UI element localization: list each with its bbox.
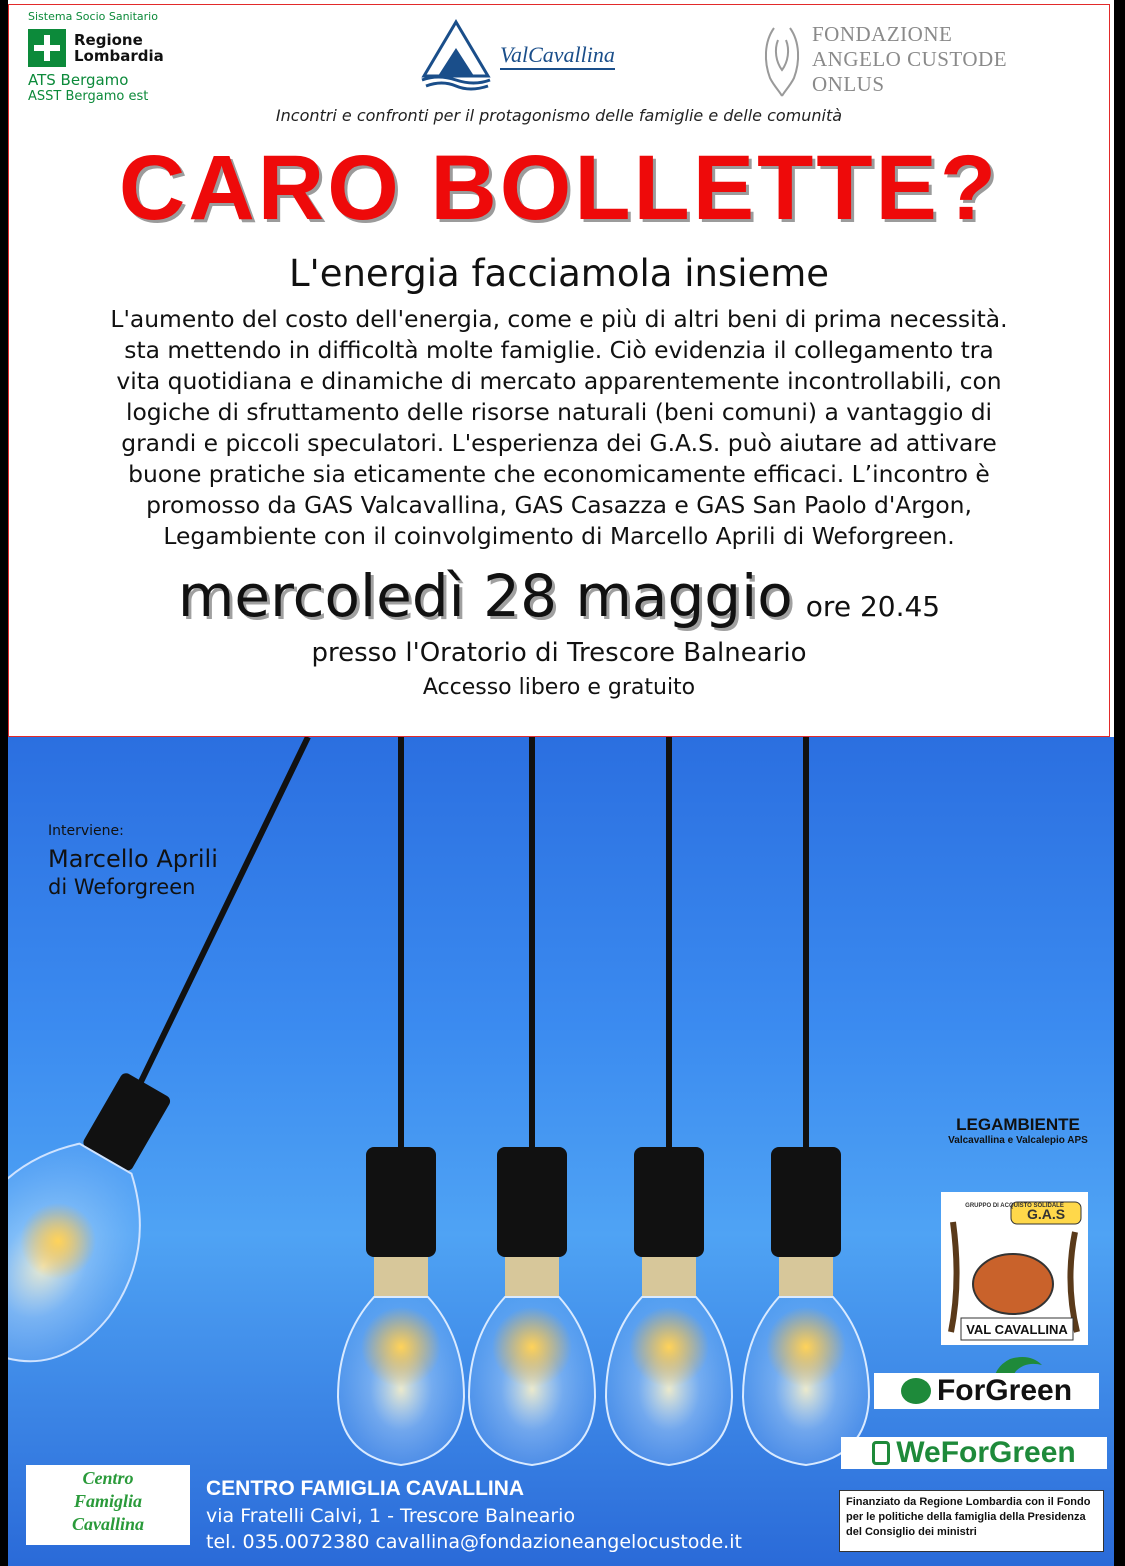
regione-name-2: Lombardia [74,47,164,65]
description-line: logiche di sfruttamento delle risorse naturali (beni comuni) a vantaggio di [125,398,993,426]
cfc-logo-line-3: Cavallina [71,1514,144,1534]
description-line: sta mettendo in difficoltà molte famiglie. Ciò evidenzia il collegamento tra [124,336,994,364]
valcavallina-logo [418,18,615,94]
bulb-3 [606,737,732,1465]
speaker-label: Interviene: [48,823,124,839]
flyer-page [8,0,1114,1566]
cfc-logo-line-2: Famiglia [73,1491,142,1511]
funding-note: Finanziato da Regione Lombardia con il Fondo per le politiche della famiglia della Presidenza del Consiglio dei ministri [839,1490,1104,1552]
legambiente-sub: Valcavallina e Valcalepio APS [948,1135,1088,1146]
forgreen-text: ForGreen [936,1374,1073,1407]
description [38,304,1080,552]
contact-phone-email: tel. 035.0072380 cavallina@fondazioneangelocustode.it [206,1531,742,1553]
contact-org: CENTRO FAMIGLIA CAVALLINA [206,1477,525,1500]
forgreen-leaf-icon [901,1378,931,1404]
regione-cross-icon [28,29,66,67]
regione-lombardia-logo [28,10,164,104]
contact-block [206,1477,742,1553]
speaker-block [48,823,218,899]
forgreen-logo [874,1373,1099,1409]
description-line: Legambiente con il coinvolgimento di Marcello Aprili di Weforgreen. [163,522,955,550]
centro-famiglia-logo [26,1465,190,1545]
bulb-tilted [8,1044,220,1395]
legambiente-name: LEGAMBIENTE [956,1115,1080,1134]
weforgreen-text: WeForGreen [896,1436,1076,1469]
description-line: vita quotidiana e dinamiche di mercato apparentemente incontrollabili, con [116,367,1002,395]
speaker-name: Marcello Aprili [48,845,218,873]
description-line: buone pratiche sia eticamente che economicamente efficaci. L’incontro è [128,460,990,488]
description-line: L'aumento del costo dell'energia, come e più di altri beni di prima necessità. [110,305,1008,333]
valcavallina-text: ValCavallina [500,42,615,70]
legambiente-logo [928,1115,1108,1146]
event-date-line [8,562,1110,630]
cfc-logo-line-1: Centro [82,1468,134,1488]
event-access: Accesso libero e gratuito [422,675,696,700]
gas-bottom-text: VAL CAVALLINA [966,1322,1068,1337]
hands-icon [760,22,804,98]
description-line: grandi e piccoli speculatori. L'esperienza dei G.A.S. può aiutare ad attivare [121,429,997,457]
tagline: Incontri e confronti per il protagonismo delle famiglie e delle comunità [275,106,843,125]
fondazione-line-2: ANGELO CUSTODE [812,47,1008,71]
description-line: promosso da GAS Valcavallina, GAS Casazza e GAS San Paolo d'Argon, [146,491,972,519]
mountain-lake-icon [418,18,494,94]
contact-address: via Fratelli Calvi, 1 - Trescore Balneario [206,1505,576,1527]
weforgreen-leaf-icon [872,1441,890,1465]
light-bulbs-photo [8,737,1114,1566]
ats-label: ATS Bergamo [28,71,129,89]
gas-top-text: GRUPPO DI ACQUISTO SOLIDALE [965,1203,1064,1209]
sistema-label: Sistema Socio Sanitario [28,10,158,23]
regione-name-1: Regione [74,31,143,49]
fondazione-line-3: ONLUS [812,72,885,96]
subtitle: L'energia facciamola insieme [288,252,830,295]
fondazione-logo [760,22,1007,98]
bulb-2 [469,737,595,1465]
fondazione-line-1: FONDAZIONE [812,22,953,46]
speaker-org: di Weforgreen [48,875,196,899]
bulb-1 [338,737,464,1465]
event-place: presso l'Oratorio di Trescore Balneario [311,638,807,668]
weforgreen-logo [841,1437,1107,1469]
event-time: ore 20.45 [805,590,941,623]
event-date: mercoledì 28 maggio [177,562,793,630]
page-title: CARO BOLLETTE? [118,137,1000,239]
asst-label: ASST Bergamo est [28,89,149,104]
bulb-4 [743,737,869,1465]
gas-badge-text: G.A.S [1026,1206,1066,1222]
